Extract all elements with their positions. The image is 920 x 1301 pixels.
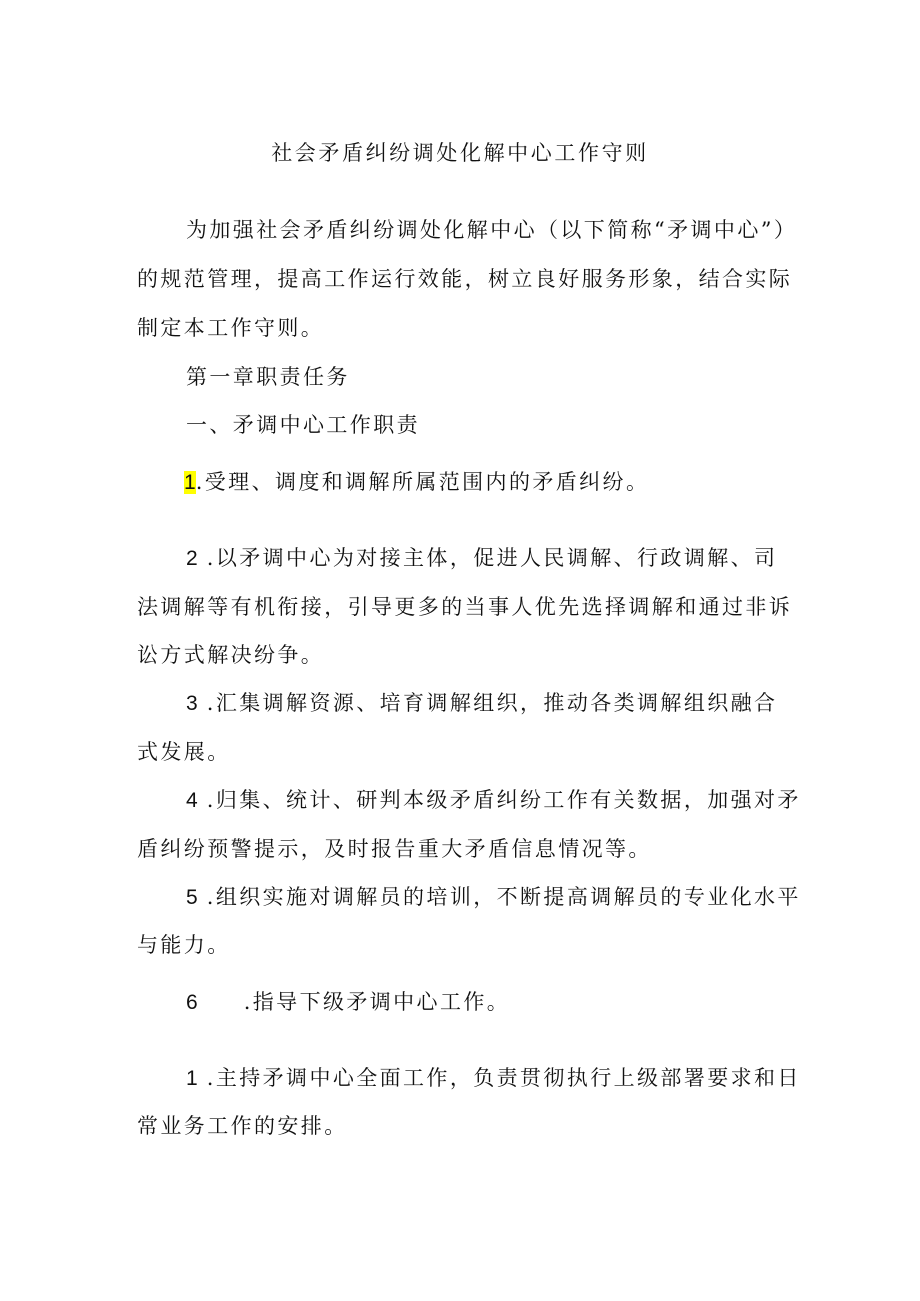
list-item: [186, 882, 801, 913]
item-text: .组织实施对调解员的培训，不断提高调解员的专业化水平: [197, 885, 801, 909]
list-item: [186, 543, 777, 574]
list-item: [186, 688, 777, 719]
item-text-continued: 常业务工作的安排。: [137, 1114, 348, 1138]
item-text: .主持矛调中心全面工作，负责贯彻执行上级部署要求和日: [197, 1066, 801, 1090]
item-text: .指导下级矛调中心工作。: [243, 990, 511, 1014]
item-text: .以矛调中心为对接主体，促进人民调解、行政调解、司: [197, 546, 778, 570]
list-item: [184, 467, 649, 498]
intro-line-3: 制定本工作守则。: [137, 316, 325, 340]
list-item: [186, 987, 510, 1018]
list-item: [186, 785, 801, 816]
intro-line-2: 的规范管理，提高工作运行效能，树立良好服务形象，结合实际: [137, 267, 793, 291]
item-number: 4: [186, 789, 198, 812]
item-number-highlighted: 1: [184, 471, 196, 494]
intro-line-1: 为加强社会矛盾纠纷调处化解中心（以下简称“矛调中心”）: [186, 218, 798, 242]
item-number: 3: [186, 692, 198, 715]
section-heading: 一、矛调中心工作职责: [186, 413, 420, 437]
item-text-continued: 讼方式解决纷争。: [137, 643, 325, 667]
item-text-continued: 盾纠纷预警提示，及时报告重大矛盾信息情况等。: [137, 837, 652, 861]
item-text: .受理、调度和调解所属范围内的矛盾纠纷。: [195, 470, 650, 494]
item-number: 5: [186, 886, 198, 909]
item-number: 2: [186, 547, 198, 570]
item-text-continued: 与能力。: [137, 933, 231, 957]
item-number: 1: [186, 1067, 198, 1090]
item-number: 6: [186, 991, 198, 1014]
item-text: .归集、统计、研判本级矛盾纠纷工作有关数据，加强对矛: [197, 788, 801, 812]
list-item: [186, 1063, 801, 1094]
item-text-continued: 式发展。: [137, 740, 231, 764]
item-text: .汇集调解资源、培育调解组织，推动各类调解组织融合: [197, 691, 778, 715]
item-text-continued: 法调解等有机衔接，引导更多的当事人优先选择调解和通过非诉: [137, 595, 793, 619]
document-title: 社会矛盾纠纷调处化解中心工作守则: [271, 141, 649, 165]
chapter-heading: 第一章职责任务: [186, 365, 350, 389]
